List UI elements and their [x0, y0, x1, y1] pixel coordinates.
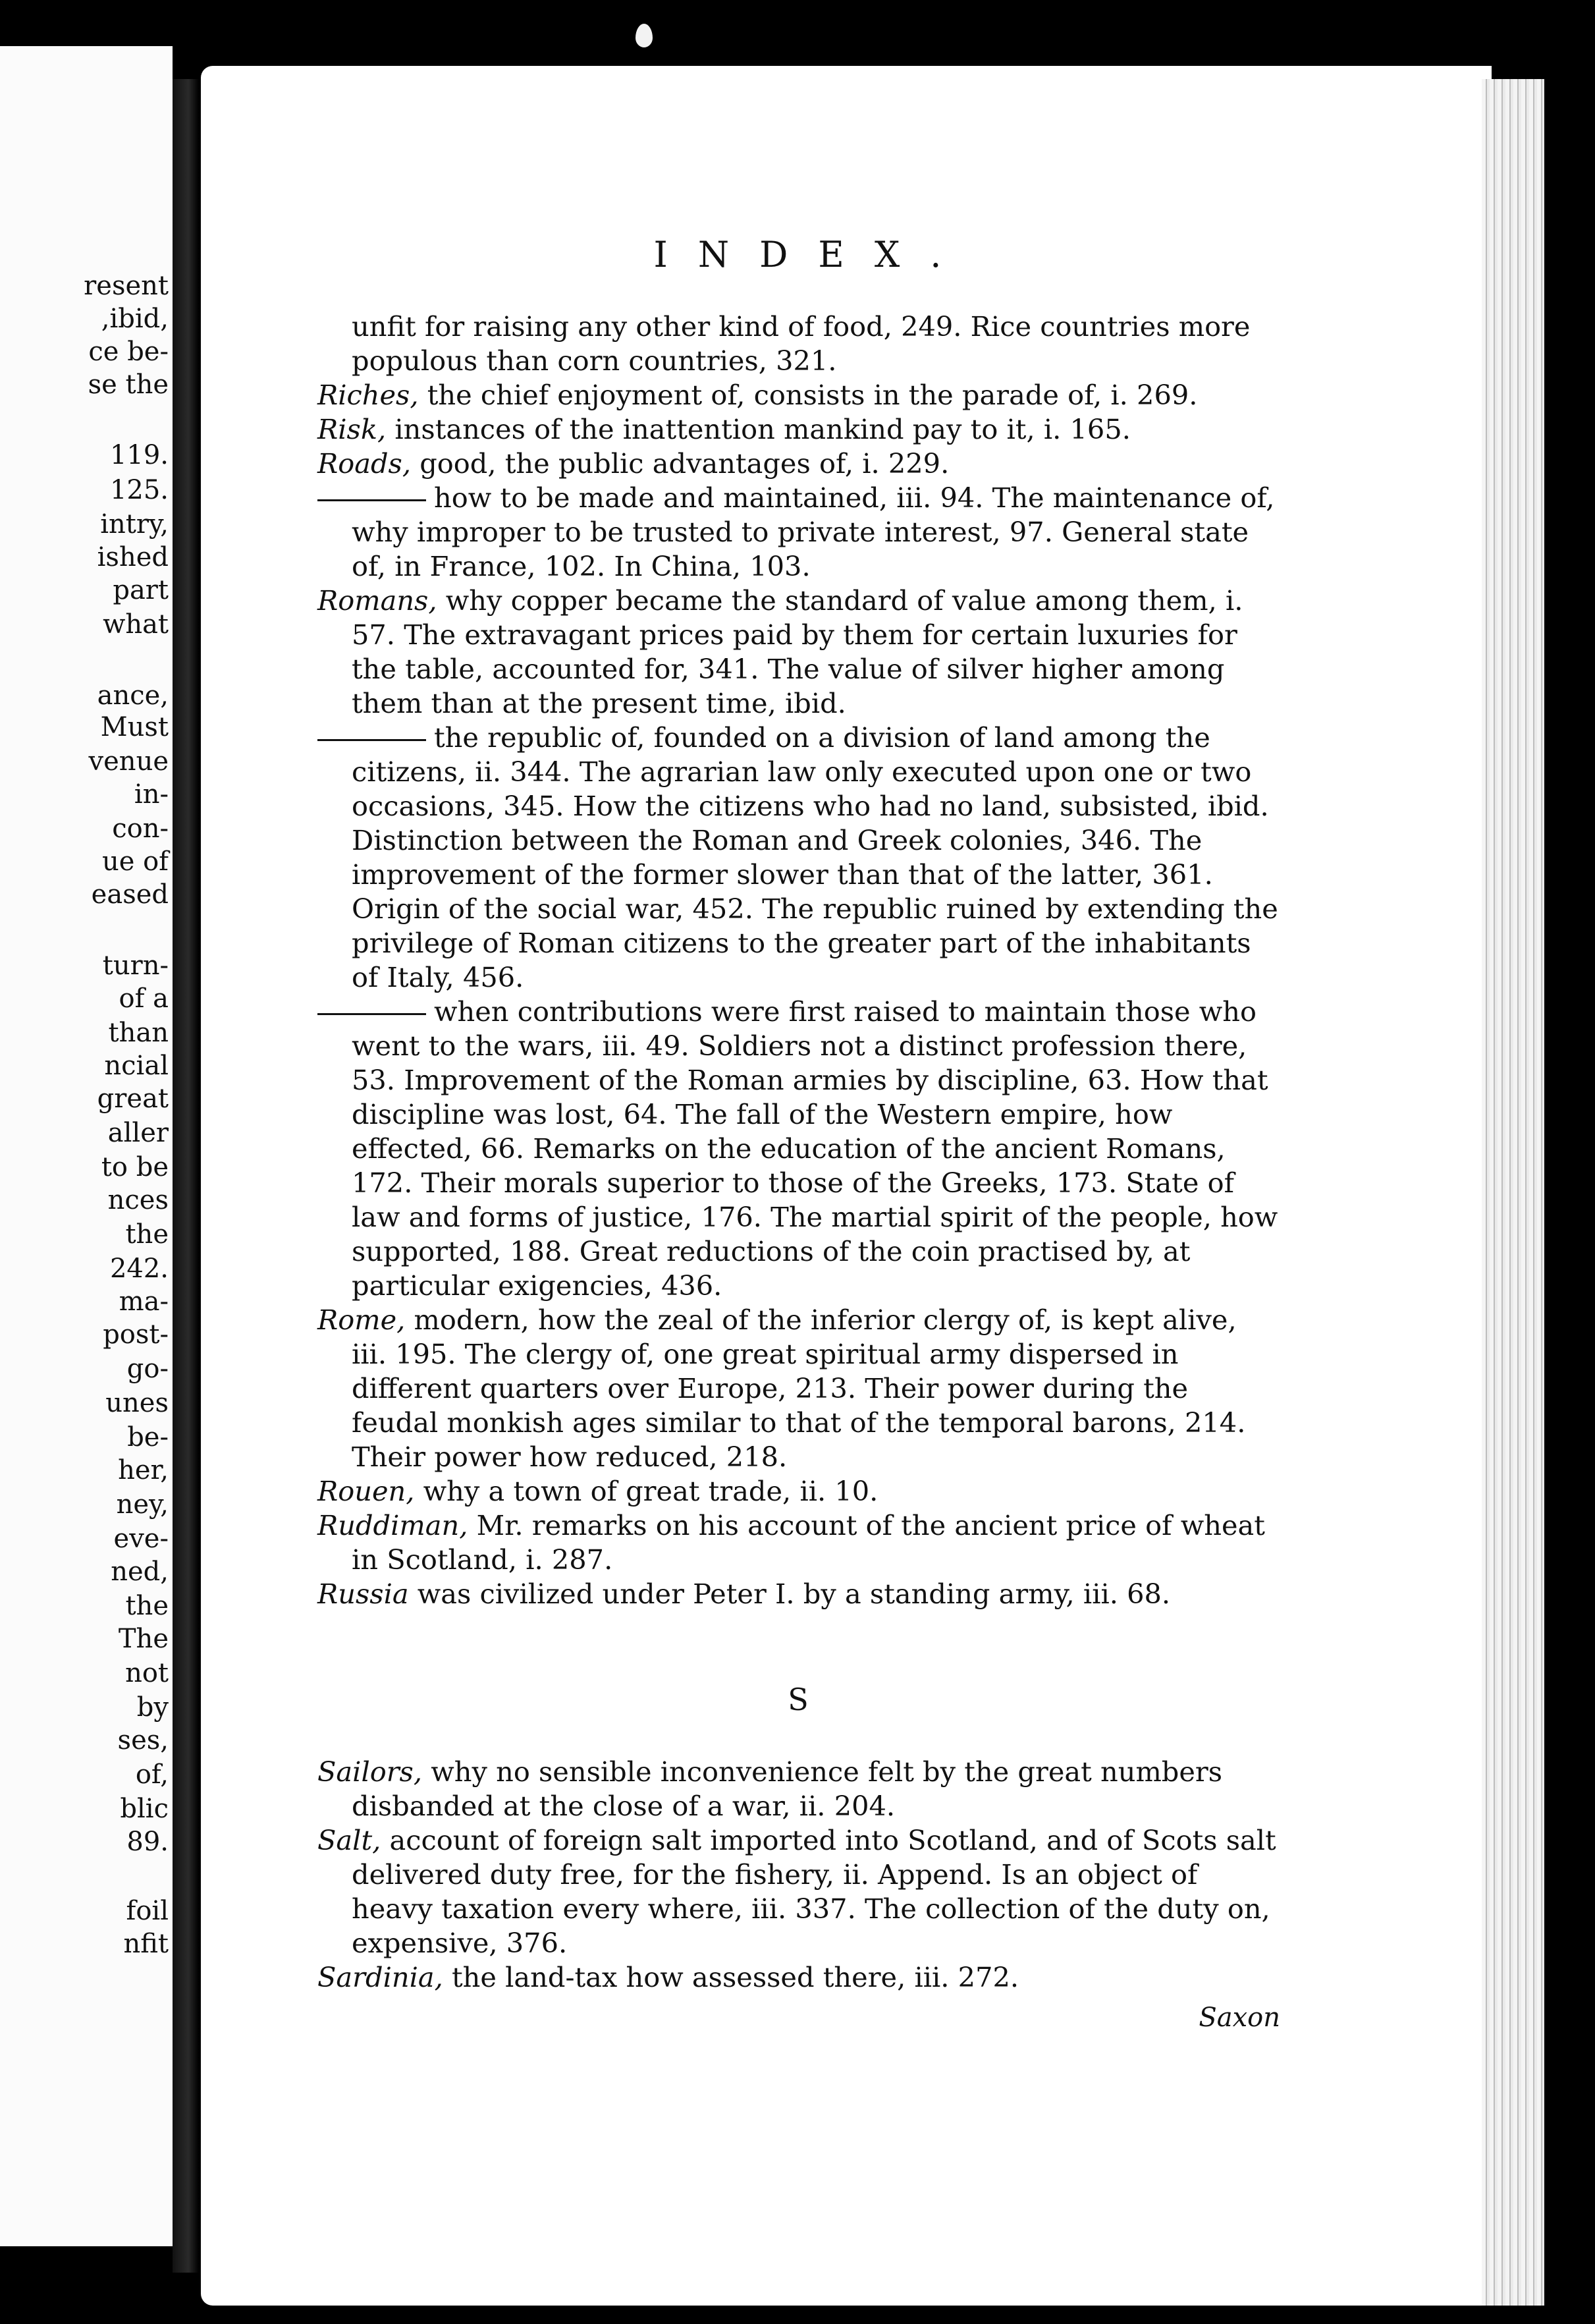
left-page-text-fragment: what	[103, 609, 169, 640]
left-page-text-fragment: of a	[119, 983, 169, 1014]
left-page-text-fragment: ses,	[117, 1725, 169, 1756]
index-body	[317, 310, 1279, 1995]
index-entries-s	[317, 1755, 1279, 1995]
entry-term: Rome,	[317, 1304, 406, 1336]
left-page-text-fragment: in-	[134, 779, 169, 810]
index-entry	[317, 447, 1279, 481]
entry-term: Romans,	[317, 584, 437, 617]
entry-text: when contributions were first raised to maintain those who went to the wars, iii. 49. Soldiers not a distinct profession there, 53. Improvement of the Roman armies by discipline, 63. How that discipline was lost, 64. The fall of the Western empire, how effected, 66. Remarks on the education of the ancient Romans, 172. Their morals superior to those of the Greeks, 173. State of law and forms of justice, 176. The martial spirit of the people, how supported, 188. Great reductions of the coin practised by, at particular exigencies, 436.	[352, 995, 1278, 1302]
ditto-dash	[317, 739, 426, 741]
left-page-text-fragment: ue of	[101, 846, 169, 877]
left-page-text-fragment: ished	[97, 542, 169, 572]
entry-term: Risk,	[317, 413, 387, 445]
index-entry	[317, 1577, 1279, 1611]
entry-text: the republic of, founded on a division of land among the citizens, ii. 344. The agrarian law only executed upon one or two occasions, 345. How the citizens who had no land, subsisted, ibid. Distinction between the Roman and Greek colonies, 346. The improvement of the former slower than that of the latter, 361. Origin of the social war, 452. The republic ruined by extending the privilege of Roman citizens to the greater part of the inhabitants of Italy, 456.	[352, 721, 1278, 993]
entry-term: Sailors,	[317, 1756, 423, 1788]
entry-term: Salt,	[317, 1824, 381, 1856]
entry-text: why a town of great trade, ii. 10.	[414, 1475, 879, 1507]
left-page-text-fragment: 242.	[109, 1254, 169, 1284]
index-entry	[317, 1474, 1279, 1508]
entry-term: Riches,	[317, 379, 419, 411]
index-entry	[317, 412, 1279, 447]
left-page-text-fragment: to be	[101, 1152, 169, 1182]
ditto-dash	[317, 499, 426, 501]
left-page-text-fragment: con-	[112, 814, 169, 844]
left-page-text-fragment: the	[125, 1219, 169, 1250]
left-page-text-fragment: nces	[107, 1185, 169, 1215]
left-page-text-fragment: Must	[100, 712, 169, 742]
ink-spot	[635, 24, 653, 47]
left-page-text-fragment: ma-	[119, 1286, 169, 1317]
left-page-text-fragment: 89.	[126, 1827, 169, 1857]
left-page-text-fragment: unes	[105, 1388, 169, 1418]
left-page-text-fragment: blic	[120, 1794, 169, 1824]
index-entry	[317, 1960, 1279, 1995]
entry-text: the land-tax how assessed there, iii. 272.	[443, 1961, 1019, 1993]
left-page-text-fragment: be-	[127, 1422, 169, 1452]
index-entry	[317, 481, 1279, 584]
left-page-text-fragment: 119.	[109, 440, 169, 470]
entry-text: why copper became the standard of value among them, i. 57. The extravagant prices paid by them for certain luxuries for the table, accounted for, 341. The value of silver higher among them than at the present time, ibid.	[352, 584, 1243, 719]
left-page-text-fragment: 125.	[109, 475, 169, 505]
left-page-text-fragment: ned,	[111, 1557, 169, 1587]
left-page-text-fragment: ney,	[116, 1489, 169, 1520]
entry-text: instances of the inattention mankind pay to it, i. 165.	[386, 413, 1131, 445]
left-page-text-fragment: eve-	[113, 1524, 169, 1554]
left-page-text-fragment: aller	[107, 1118, 169, 1148]
entry-text: account of foreign salt imported into Scotland, and of Scots salt delivered duty free, for the fishery, ii. Append. Is an object of heavy taxation every where, iii. 337. The collection of the duty on, expensive, 376.	[352, 1824, 1276, 1959]
catchword: Saxon	[1199, 2003, 1280, 2033]
left-page-text-fragment: nfit	[123, 1929, 169, 1959]
left-page-text-fragment: venue	[88, 746, 169, 777]
left-page-text-fragment: post-	[103, 1319, 169, 1350]
left-page-text-fragment: resent	[84, 271, 169, 301]
ditto-dash	[317, 1013, 426, 1015]
index-entries-r	[317, 310, 1279, 1611]
index-entry	[317, 721, 1279, 995]
left-page-text-fragment: ,ibid,	[101, 304, 169, 334]
entry-text: good, the public advantages of, i. 229.	[411, 447, 950, 480]
index-entry	[317, 1303, 1279, 1474]
entry-text: was civilized under Peter I. by a standing army, iii. 68.	[408, 1578, 1171, 1610]
entry-term: Ruddiman,	[317, 1509, 468, 1541]
entry-term: Rouen,	[317, 1475, 415, 1507]
left-page-text-fragment: ce be-	[88, 337, 169, 367]
left-page-text-fragment: the	[125, 1591, 169, 1621]
entry-text: modern, how the zeal of the inferior clergy of, is kept alive, iii. 195. The clergy of, one great spiritual army dispersed in different quarters over Europe, 213. Their power during the feudal monkish ages similar to that of the temporal barons, 214. Their power how reduced, 218.	[352, 1304, 1246, 1473]
left-page-text-fragment: not	[125, 1658, 169, 1688]
page-edges	[1482, 79, 1544, 2306]
index-entry	[317, 1755, 1279, 1823]
left-page-text-fragment: great	[97, 1084, 169, 1114]
left-page-text-fragment: her,	[118, 1455, 169, 1485]
left-page-text-fragment: turn-	[102, 951, 169, 981]
entry-text: why no sensible inconvenience felt by the great numbers disbanded at the close of a war, ii. 204.	[352, 1756, 1223, 1822]
entry-term: Russia	[317, 1578, 409, 1610]
left-page-text-fragment: by	[136, 1692, 169, 1723]
scan-border	[1544, 92, 1595, 2324]
entry-text: how to be made and maintained, iii. 94. The maintenance of, why improper to be trusted to private interest, 97. General state of, in France, 102. In China, 103.	[352, 482, 1275, 582]
index-entry	[317, 1823, 1279, 1960]
left-page-text-fragment: than	[108, 1018, 169, 1048]
running-head: INDEX.	[653, 234, 972, 275]
entry-text: unfit for raising any other kind of food, 249. Rice countries more populous than corn countries, 321.	[352, 310, 1251, 377]
left-page-text-fragment: intry,	[100, 509, 169, 540]
index-entry	[317, 1508, 1279, 1577]
left-page-text-fragment: go-	[126, 1354, 169, 1384]
index-entry	[317, 995, 1279, 1303]
left-page-text-fragment: foil	[126, 1896, 169, 1926]
left-page-text-fragment: ance,	[97, 680, 169, 711]
index-entry	[317, 378, 1279, 412]
index-entry	[317, 310, 1279, 378]
entry-text: the chief enjoyment of, consists in the parade of, i. 269.	[418, 379, 1198, 411]
left-page-text-fragment: of,	[135, 1759, 169, 1790]
left-page-text-fragment: eased	[91, 879, 169, 910]
left-facing-page	[0, 46, 173, 2246]
entry-term: Roads,	[317, 447, 412, 480]
left-page-text-fragment: se the	[88, 370, 169, 400]
index-entry	[317, 584, 1279, 721]
section-letter: S	[788, 1682, 809, 1717]
book-spine	[173, 79, 199, 2273]
left-page-text-fragment: ncial	[104, 1051, 169, 1081]
left-page-text-fragment: part	[113, 575, 169, 605]
entry-text: Mr. remarks on his account of the ancient price of wheat in Scotland, i. 287.	[352, 1509, 1265, 1576]
entry-term: Sardinia,	[317, 1961, 443, 1993]
left-page-text-fragment: The	[118, 1624, 169, 1654]
